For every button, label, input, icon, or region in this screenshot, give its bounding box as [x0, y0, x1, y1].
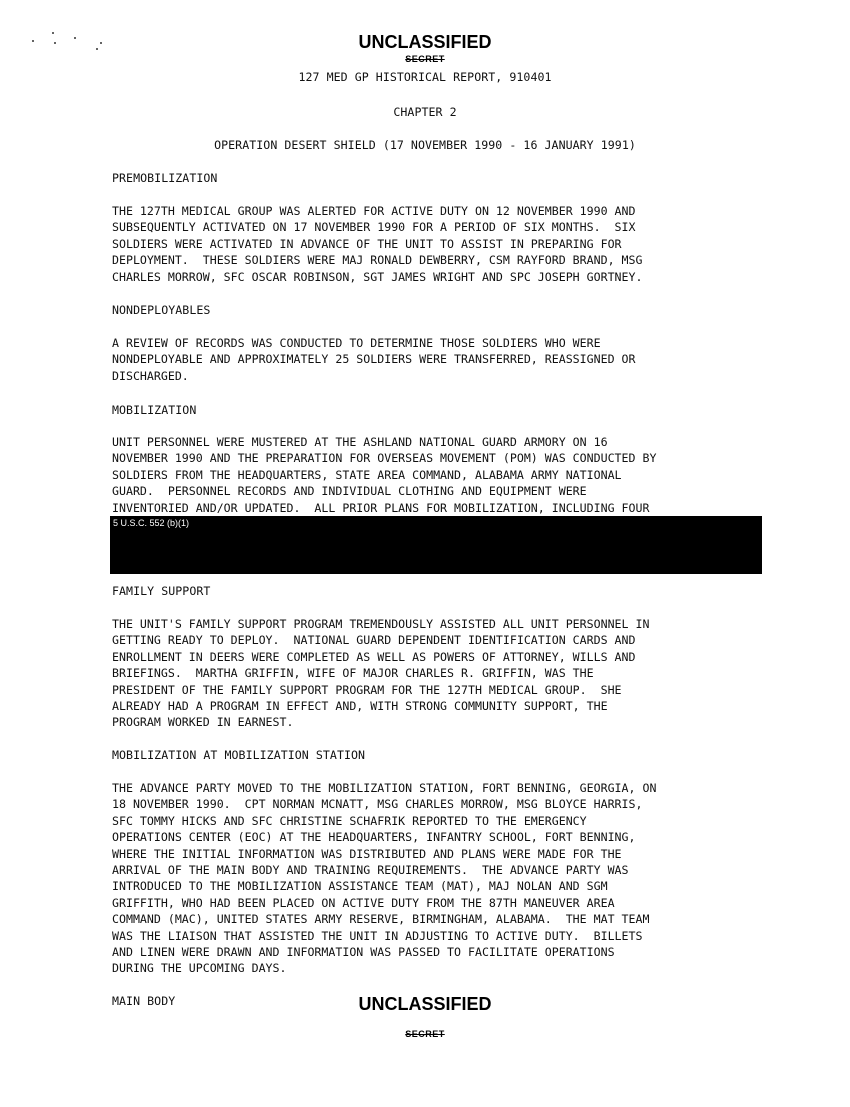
text-line: GUARD. PERSONNEL RECORDS AND INDIVIDUAL CLOTHING AND EQUIPMENT WERE [112, 484, 587, 499]
section-heading-premobilization: PREMOBILIZATION [112, 171, 218, 185]
section-heading-family-support: FAMILY SUPPORT [112, 584, 211, 598]
text-line: ENROLLMENT IN DEERS WERE COMPLETED AS WELL AS POWERS OF ATTORNEY, WILLS AND [112, 649, 636, 664]
section-heading-main-body: MAIN BODY [112, 994, 176, 1008]
redaction-block [110, 516, 762, 574]
section-heading-nondeployables: NONDEPLOYABLES [112, 303, 211, 317]
paragraph-family-support [112, 616, 772, 731]
text-line: DISCHARGED. [112, 368, 189, 383]
text-line: ARRIVAL OF THE MAIN BODY AND TRAINING REQUIREMENTS. THE ADVANCE PARTY WAS [112, 863, 629, 878]
text-line: PROGRAM WORKED IN EARNEST. [112, 715, 294, 730]
operation-heading: OPERATION DESERT SHIELD (17 NOVEMBER 1990 - 16 JANUARY 1991) [214, 138, 636, 152]
text-line: SFC TOMMY HICKS AND SFC CHRISTINE SCHAFRIK REPORTED TO THE EMERGENCY [112, 813, 587, 828]
text-line: NOVEMBER 1990 AND THE PREPARATION FOR OVERSEAS MOVEMENT (POM) WAS CONDUCTED BY [112, 451, 657, 466]
text-line: INTRODUCED TO THE MOBILIZATION ASSISTANCE TEAM (MAT), MAJ NOLAN AND SGM [112, 879, 608, 894]
text-line: SOLDIERS WERE ACTIVATED IN ADVANCE OF THE UNIT TO ASSIST IN PREPARING FOR [112, 236, 622, 251]
section-heading-mobilization: MOBILIZATION [112, 403, 197, 417]
text-line: BRIEFINGS. MARTHA GRIFFIN, WIFE OF MAJOR CHARLES R. GRIFFIN, WAS THE [112, 666, 594, 681]
text-line: OPERATIONS CENTER (EOC) AT THE HEADQUARTERS, INFANTRY SCHOOL, FORT BENNING, [112, 830, 636, 845]
text-line: GRIFFITH, WHO HAD BEEN PLACED ON ACTIVE DUTY FROM THE 87TH MANEUVER AREA [112, 895, 615, 910]
redaction-label: 5 U.S.C. 552 (b)(1) [113, 518, 190, 528]
paragraph-premobilization [112, 203, 772, 285]
paragraph-nondeployables [112, 335, 772, 384]
text-line: WAS THE LIAISON THAT ASSISTED THE UNIT IN ADJUSTING TO ACTIVE DUTY. BILLETS [112, 928, 643, 943]
classification-bottom-struck: SECRET [405, 1029, 445, 1039]
text-line: SOLDIERS FROM THE HEADQUARTERS, STATE AREA COMMAND, ALABAMA ARMY NATIONAL [112, 467, 622, 482]
text-line: COMMAND (MAC), UNITED STATES ARMY RESERVE, BIRMINGHAM, ALABAMA. THE MAT TEAM [112, 912, 650, 927]
text-line: DURING THE UPCOMING DAYS. [112, 961, 287, 976]
text-line: SUBSEQUENTLY ACTIVATED ON 17 NOVEMBER 1990 FOR A PERIOD OF SIX MONTHS. SIX [112, 220, 636, 235]
report-title: 127 MED GP HISTORICAL REPORT, 910401 [298, 70, 552, 84]
text-line: THE UNIT'S FAMILY SUPPORT PROGRAM TREMENDOUSLY ASSISTED ALL UNIT PERSONNEL IN [112, 617, 650, 631]
text-line: NONDEPLOYABLE AND APPROXIMATELY 25 SOLDIERS WERE TRANSFERRED, REASSIGNED OR [112, 352, 636, 367]
text-line: A REVIEW OF RECORDS WAS CONDUCTED TO DETERMINE THOSE SOLDIERS WHO WERE [112, 336, 601, 350]
chapter-heading: CHAPTER 2 [393, 105, 457, 119]
classification-top-struck: SECRET [405, 54, 445, 64]
text-line: 18 NOVEMBER 1990. CPT NORMAN MCNATT, MSG CHARLES MORROW, MSG BLOYCE HARRIS, [112, 797, 643, 812]
classification-bottom: UNCLASSIFIED [358, 994, 492, 1014]
text-line: PRESIDENT OF THE FAMILY SUPPORT PROGRAM FOR THE 127TH MEDICAL GROUP. SHE [112, 682, 622, 697]
classification-top: UNCLASSIFIED [358, 32, 492, 52]
text-line: CHARLES MORROW, SFC OSCAR ROBINSON, SGT JAMES WRIGHT AND SPC JOSEPH GORTNEY. [112, 269, 643, 284]
text-line: ALREADY HAD A PROGRAM IN EFFECT AND, WITH STRONG COMMUNITY SUPPORT, THE [112, 699, 608, 714]
section-heading-mobilization-station: MOBILIZATION AT MOBILIZATION STATION [112, 748, 366, 762]
paragraph-mobilization [112, 434, 772, 516]
text-line: AND LINEN WERE DRAWN AND INFORMATION WAS PASSED TO FACILITATE OPERATIONS [112, 945, 615, 960]
paragraph-mobilization-station [112, 780, 772, 977]
text-line: THE ADVANCE PARTY MOVED TO THE MOBILIZATION STATION, FORT BENNING, GEORGIA, ON [112, 781, 657, 795]
text-line: WHERE THE INITIAL INFORMATION WAS DISTRIBUTED AND PLANS WERE MADE FOR THE [112, 846, 622, 861]
text-line: UNIT PERSONNEL WERE MUSTERED AT THE ASHLAND NATIONAL GUARD ARMORY ON 16 [112, 435, 608, 449]
text-line: DEPLOYMENT. THESE SOLDIERS WERE MAJ RONALD DEWBERRY, CSM RAYFORD BRAND, MSG [112, 253, 643, 268]
text-line: THE 127TH MEDICAL GROUP WAS ALERTED FOR ACTIVE DUTY ON 12 NOVEMBER 1990 AND [112, 204, 636, 218]
text-line: INVENTORIED AND/OR UPDATED. ALL PRIOR PLANS FOR MOBILIZATION, INCLUDING FOUR [112, 500, 650, 515]
text-line: GETTING READY TO DEPLOY. NATIONAL GUARD DEPENDENT IDENTIFICATION CARDS AND [112, 633, 636, 648]
